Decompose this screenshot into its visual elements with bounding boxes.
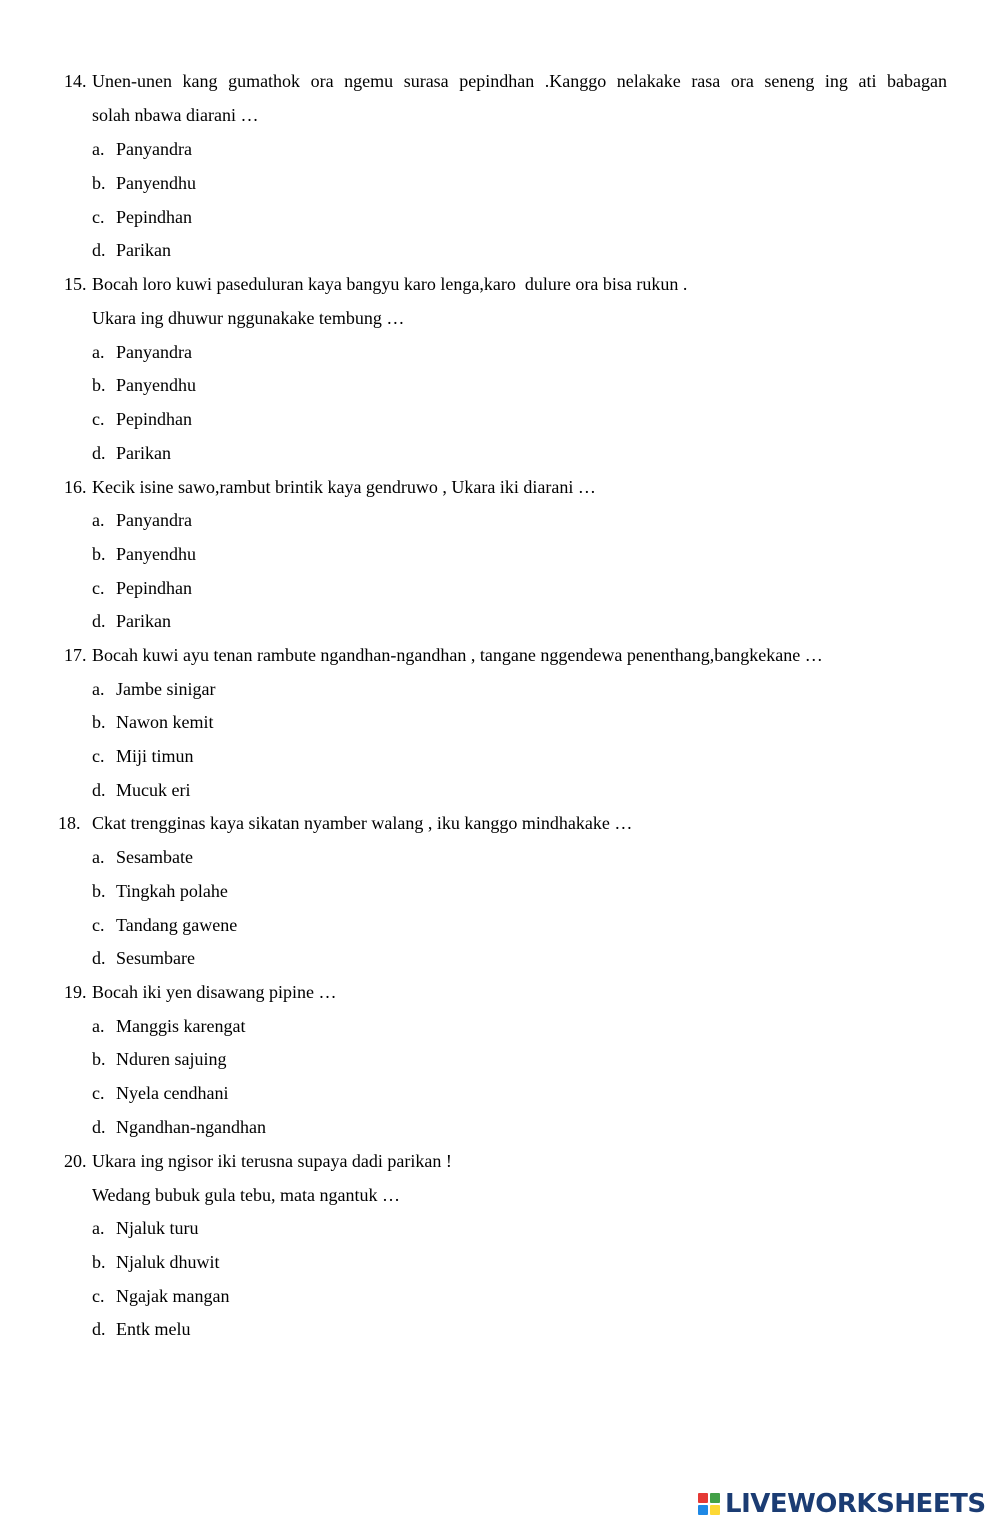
option-letter: a. bbox=[92, 679, 105, 699]
question-number: 19. bbox=[64, 982, 87, 1002]
option-letter: c. bbox=[92, 1083, 105, 1103]
option-text: Miji timun bbox=[116, 746, 194, 766]
option-text: Pepindhan bbox=[116, 578, 192, 598]
option-text: Panyendhu bbox=[116, 375, 196, 395]
option-letter: a. bbox=[92, 510, 105, 530]
option-letter: c. bbox=[92, 207, 105, 227]
option-letter: b. bbox=[92, 173, 106, 193]
option-text: Entk melu bbox=[116, 1319, 191, 1339]
question-text-line: solah nbawa diarani … bbox=[92, 105, 259, 125]
option-letter: b. bbox=[92, 1049, 106, 1069]
option-text: Njaluk turu bbox=[116, 1218, 199, 1238]
question-number: 18. bbox=[58, 813, 81, 833]
logo-square-l bbox=[698, 1493, 708, 1503]
option-letter: a. bbox=[92, 1218, 105, 1238]
option-letter: d. bbox=[92, 780, 106, 800]
option-letter: b. bbox=[92, 881, 106, 901]
question-text-line: Bocah kuwi ayu tenan rambute ngandhan-ngandhan , tangane nggendewa penenthang,bangkekane … bbox=[92, 645, 823, 665]
liveworksheets-brand[interactable] bbox=[698, 1489, 986, 1519]
question-number: 14. bbox=[64, 71, 87, 91]
logo-square-e bbox=[710, 1505, 720, 1515]
option-text: Panyendhu bbox=[116, 544, 196, 564]
option-text: Tandang gawene bbox=[116, 915, 238, 935]
option-text: Panyendhu bbox=[116, 173, 196, 193]
option-text: Pepindhan bbox=[116, 207, 192, 227]
option-letter: c. bbox=[92, 915, 105, 935]
option-text: Nyela cendhani bbox=[116, 1083, 229, 1103]
option-text: Nawon kemit bbox=[116, 712, 214, 732]
question-text-line: Bocah loro kuwi paseduluran kaya bangyu karo lenga,karo dulure ora bisa rukun . bbox=[92, 274, 688, 294]
option-text: Panyandra bbox=[116, 139, 192, 159]
option-text: Manggis karengat bbox=[116, 1016, 246, 1036]
brand-wordmark: LIVEWORKSHEETS bbox=[725, 1489, 986, 1519]
option-text: Parikan bbox=[116, 611, 171, 631]
option-letter: b. bbox=[92, 375, 106, 395]
option-text: Panyandra bbox=[116, 510, 192, 530]
question-text-line: Unen-unen kang gumathok ora ngemu surasa pepindhan .Kanggo nelakake rasa ora seneng ing ati babagan bbox=[92, 71, 947, 91]
question-number: 16. bbox=[64, 477, 87, 497]
option-letter: c. bbox=[92, 409, 105, 429]
option-text: Mucuk eri bbox=[116, 780, 191, 800]
option-letter: b. bbox=[92, 1252, 106, 1272]
question-number: 15. bbox=[64, 274, 87, 294]
option-text: Sesambate bbox=[116, 847, 193, 867]
option-text: Nduren sajuing bbox=[116, 1049, 227, 1069]
option-letter: c. bbox=[92, 746, 105, 766]
option-text: Ngajak mangan bbox=[116, 1286, 230, 1306]
option-letter: d. bbox=[92, 240, 106, 260]
option-text: Jambe sinigar bbox=[116, 679, 216, 699]
option-letter: d. bbox=[92, 611, 106, 631]
option-letter: c. bbox=[92, 578, 105, 598]
liveworksheets-logo-icon bbox=[698, 1493, 720, 1515]
question-text-line: Ukara ing ngisor iki terusna supaya dadi parikan ! bbox=[92, 1151, 452, 1171]
question-text-line: Bocah iki yen disawang pipine … bbox=[92, 982, 337, 1002]
option-letter: d. bbox=[92, 948, 106, 968]
option-text: Pepindhan bbox=[116, 409, 192, 429]
option-text: Njaluk dhuwit bbox=[116, 1252, 220, 1272]
option-text: Parikan bbox=[116, 443, 171, 463]
option-letter: d. bbox=[92, 1319, 106, 1339]
option-text: Ngandhan-ngandhan bbox=[116, 1117, 266, 1137]
option-text: Parikan bbox=[116, 240, 171, 260]
question-text-line: Kecik isine sawo,rambut brintik kaya gendruwo , Ukara iki diarani … bbox=[92, 477, 596, 497]
option-text: Sesumbare bbox=[116, 948, 195, 968]
option-letter: b. bbox=[92, 712, 106, 732]
question-number: 20. bbox=[64, 1151, 87, 1171]
option-letter: a. bbox=[92, 847, 105, 867]
option-letter: b. bbox=[92, 544, 106, 564]
option-letter: a. bbox=[92, 342, 105, 362]
option-text: Tingkah polahe bbox=[116, 881, 228, 901]
option-letter: c. bbox=[92, 1286, 105, 1306]
question-number: 17. bbox=[64, 645, 87, 665]
option-letter: a. bbox=[92, 139, 105, 159]
option-letter: a. bbox=[92, 1016, 105, 1036]
option-text: Panyandra bbox=[116, 342, 192, 362]
option-letter: d. bbox=[92, 1117, 106, 1137]
logo-square-v bbox=[698, 1505, 708, 1515]
question-text-line: Wedang bubuk gula tebu, mata ngantuk … bbox=[92, 1185, 400, 1205]
question-text-line: Ukara ing dhuwur nggunakake tembung … bbox=[92, 308, 405, 328]
logo-square-i bbox=[710, 1493, 720, 1503]
option-letter: d. bbox=[92, 443, 106, 463]
question-text-line: Ckat trengginas kaya sikatan nyamber walang , iku kanggo mindhakake … bbox=[92, 813, 633, 833]
